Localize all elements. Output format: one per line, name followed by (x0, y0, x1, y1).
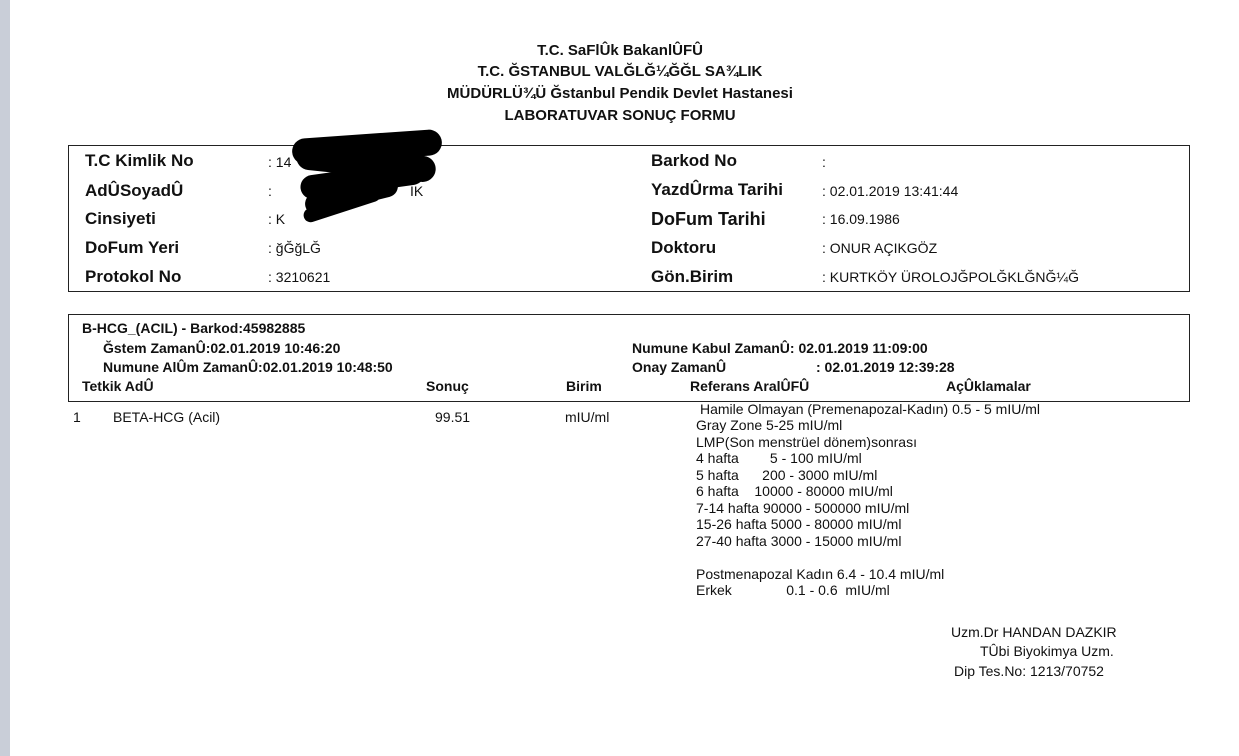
signature-diploma: Dip Tes.No: 1213/70752 (954, 663, 1104, 679)
reference-line: LMP(Son menstrüel dönem)sonrası (696, 434, 917, 450)
reference-line: 27-40 hafta 3000 - 15000 mIU/ml (696, 533, 902, 549)
row-unit: mIU/ml (565, 409, 610, 425)
value-dogum-yeri: : ğĞğLĞ (268, 240, 321, 256)
col-referans: Referans AralÛFÛ (690, 378, 810, 394)
header-line-3: MÜDÜRLÜ¾Ü Ğstanbul Pendik Devlet Hastanesi (447, 85, 793, 102)
row-result: 99.51 (435, 409, 471, 425)
label-barkod-no: Barkod No (651, 151, 737, 170)
label-tc-kimlik: T.C Kimlik No (85, 151, 194, 170)
viewer-left-edge (0, 0, 10, 756)
header-line-1: T.C. SaFlÛk BakanlÛFÛ (537, 42, 703, 59)
value-cinsiyet: : K (268, 211, 286, 227)
label-dogum-yeri: DoFum Yeri (85, 238, 180, 257)
signature-title: TÛbi Biyokimya Uzm. (980, 643, 1114, 659)
col-sonuc: Sonuç (426, 378, 469, 394)
row-test-name: BETA-HCG (Acil) (113, 409, 221, 425)
label-gon-birim: Gön.Birim (651, 267, 734, 286)
value-name-fragment: IK (410, 183, 424, 199)
col-tetkik-adi: Tetkik AdÛ (82, 378, 154, 394)
reference-line: Hamile Olmayan (Premenapozal-Kadın) 0.5 - 5 mIU/ml (700, 401, 1041, 417)
value-yazdirma-tarihi: : 02.01.2019 13:41:44 (822, 183, 959, 199)
value-dogum-tarihi: : 16.09.1986 (822, 211, 900, 227)
label-doktoru: Doktoru (651, 238, 717, 257)
label-dogum-tarihi: DoFum Tarihi (651, 209, 766, 229)
reference-line: Postmenapozal Kadın 6.4 - 10.4 mIU/ml (696, 566, 945, 582)
col-birim: Birim (566, 378, 602, 394)
col-aciklamalar: AçÛklamalar (946, 378, 1031, 394)
signature-name: Uzm.Dr HANDAN DAZKIR (951, 624, 1117, 640)
reference-line: 4 hafta 5 - 100 mIU/ml (696, 450, 862, 466)
label-cinsiyet: Cinsiyeti (85, 209, 156, 228)
form-title: LABORATUVAR SONUÇ FORMU (504, 107, 736, 124)
reference-line: 6 hafta 10000 - 80000 mIU/ml (696, 483, 893, 499)
istem-zamani: Ğstem ZamanÛ:02.01.2019 10:46:20 (103, 340, 341, 356)
test-title: B-HCG_(ACIL) - Barkod:45982885 (82, 320, 306, 336)
value-gon-birim: : KURTKÖY ÜROLOJĞPOLĞKLĞNĞ¼Ğ (822, 269, 1079, 285)
reference-line: Gray Zone 5-25 mIU/ml (696, 417, 843, 433)
value-protokol-no: : 3210621 (268, 269, 331, 285)
header-line-2: T.C. ĞSTANBUL VALĞLĞ¼ĞĞL SA¾LIK (477, 63, 763, 80)
value-barkod-no: : (822, 154, 826, 170)
value-doktoru: : ONUR AÇIKGÖZ (822, 240, 938, 256)
label-ad-soyad: AdÛSoyadÛ (85, 181, 184, 200)
value-tc-kimlik: : 14 (268, 154, 292, 170)
document-page (10, 0, 1239, 756)
numune-kabul-zamani: Numune Kabul ZamanÛ: 02.01.2019 11:09:00 (632, 340, 928, 356)
onay-zamani-label: Onay ZamanÛ (632, 359, 727, 375)
value-ad-soyad: : (268, 183, 272, 199)
reference-line: 5 hafta 200 - 3000 mIU/ml (696, 467, 878, 483)
row-no: 1 (73, 409, 81, 425)
label-yazdirma-tarihi: YazdÛrma Tarihi (651, 180, 783, 199)
reference-line: 7-14 hafta 90000 - 500000 mIU/ml (696, 500, 910, 516)
reference-line: 15-26 hafta 5000 - 80000 mIU/ml (696, 516, 902, 532)
numune-alim-zamani: Numune AlÛm ZamanÛ:02.01.2019 10:48:50 (103, 359, 393, 375)
reference-line: Erkek 0.1 - 0.6 mIU/ml (696, 582, 890, 598)
onay-zamani-value: : 02.01.2019 12:39:28 (816, 359, 955, 375)
label-protokol-no: Protokol No (85, 267, 182, 286)
